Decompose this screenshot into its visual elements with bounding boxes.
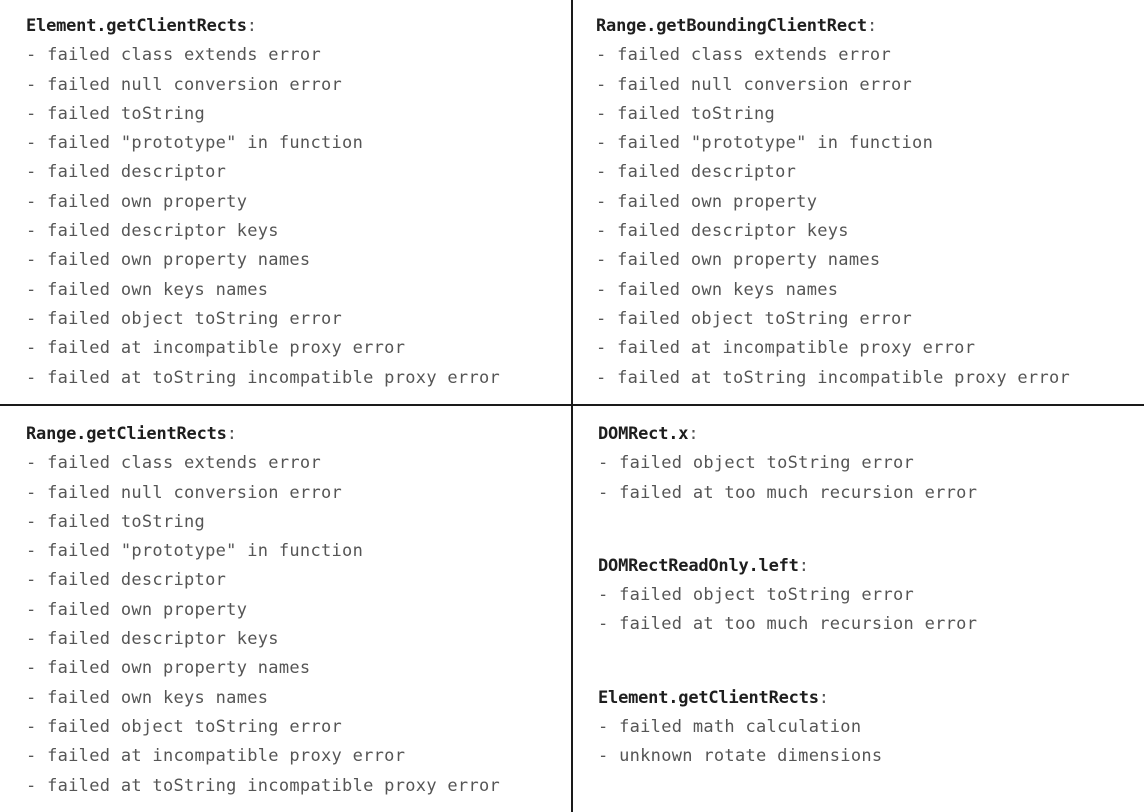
result-block	[598, 420, 1138, 508]
block-heading	[26, 420, 566, 449]
heading-title: Range.getClientRects	[26, 424, 227, 444]
heading-title: Element.getClientRects	[26, 16, 247, 36]
heading-colon: :	[866, 16, 877, 36]
list-item: - failed at incompatible proxy error	[26, 746, 406, 767]
result-block	[596, 12, 1136, 393]
vertical-divider	[571, 0, 573, 812]
list-item: - failed descriptor	[596, 162, 797, 183]
list-item: - failed descriptor	[26, 570, 227, 591]
list-item: - failed object toString error	[26, 716, 343, 737]
list-item: - failed toString	[26, 511, 206, 532]
list-item: - failed at incompatible proxy error	[26, 338, 406, 359]
list-item: - failed at too much recursion error	[598, 482, 978, 503]
result-block	[26, 420, 566, 801]
quadrant-top-left	[26, 12, 566, 393]
list-item: - failed own property	[26, 599, 248, 620]
list-item: - failed at toString incompatible proxy error	[596, 367, 1071, 388]
list-item: - failed toString	[26, 103, 206, 124]
block-heading	[598, 684, 1138, 713]
list-item: - failed math calculation	[598, 717, 862, 738]
heading-title: Element.getClientRects	[598, 687, 819, 708]
block-heading	[26, 12, 566, 41]
result-block	[26, 12, 566, 393]
list-item: - failed class extends error	[26, 45, 321, 66]
heading-colon: :	[798, 555, 809, 576]
list-item: - failed own property names	[26, 250, 311, 271]
list-item: - failed "prototype" in function	[596, 133, 934, 154]
list-item: - failed own keys names	[596, 279, 839, 300]
list-item: - failed null conversion error	[26, 74, 343, 95]
heading-title: DOMRect.x	[598, 424, 689, 444]
heading-title: Range.getBoundingClientRect	[596, 16, 867, 36]
list-item: - unknown rotate dimensions	[598, 746, 883, 767]
list-item: - failed object toString error	[598, 585, 915, 606]
list-item: - failed descriptor keys	[26, 221, 279, 242]
list-item: - failed at too much recursion error	[598, 614, 978, 635]
heading-colon: :	[688, 424, 699, 444]
list-item: - failed own keys names	[26, 687, 269, 708]
heading-colon: :	[226, 424, 237, 444]
list-item: - failed at toString incompatible proxy error	[26, 775, 501, 796]
list-item: - failed at toString incompatible proxy error	[26, 367, 501, 388]
list-item: - failed toString	[596, 103, 776, 124]
list-item: - failed own property	[26, 191, 248, 212]
list-item: - failed class extends error	[26, 453, 321, 474]
list-item: - failed object toString error	[26, 308, 343, 329]
list-item: - failed null conversion error	[26, 482, 343, 503]
list-item: - failed object toString error	[596, 308, 913, 329]
quadrant-top-right	[596, 12, 1136, 393]
list-item: - failed null conversion error	[596, 74, 913, 95]
list-item: - failed descriptor keys	[596, 221, 849, 242]
heading-colon: :	[246, 16, 257, 36]
list-item: - failed "prototype" in function	[26, 133, 364, 154]
list-item: - failed object toString error	[598, 453, 915, 474]
quadrant-bottom-left	[26, 420, 566, 801]
heading-title: DOMRectReadOnly.left	[598, 555, 799, 576]
list-item: - failed "prototype" in function	[26, 541, 364, 562]
block-heading	[598, 420, 1138, 449]
list-item: - failed class extends error	[596, 45, 891, 66]
list-item: - failed own property	[596, 191, 818, 212]
list-item: - failed own property names	[596, 250, 881, 271]
list-item: - failed descriptor keys	[26, 629, 279, 650]
heading-colon: :	[818, 687, 829, 708]
result-block	[598, 684, 1138, 772]
list-item: - failed at incompatible proxy error	[596, 338, 976, 359]
block-heading	[598, 552, 1138, 581]
quadrant-bottom-right	[598, 420, 1138, 772]
result-block	[598, 552, 1138, 640]
list-item: - failed own keys names	[26, 279, 269, 300]
block-heading	[596, 12, 1136, 41]
horizontal-divider	[0, 404, 1144, 406]
list-item: - failed descriptor	[26, 162, 227, 183]
list-item: - failed own property names	[26, 658, 311, 679]
